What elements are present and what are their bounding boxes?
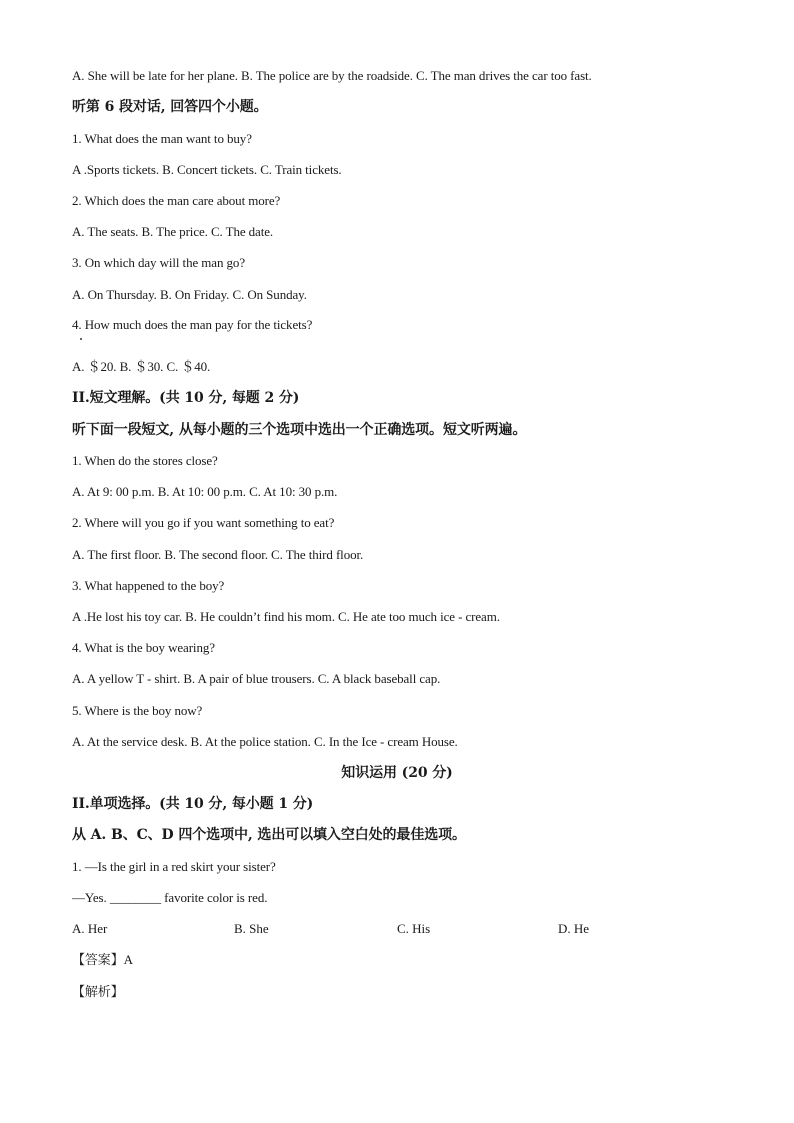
question-text: 1. —Is the girl in a red skirt your sister? <box>72 859 276 874</box>
answer-options: A. At the service desk. B. At the police station. C. In the Ice - cream House. <box>72 734 458 749</box>
option-a: A. Her <box>72 921 108 936</box>
question-text-blank: —Yes. ________ favorite color is red. <box>72 890 268 905</box>
option-b: B. She <box>234 921 269 936</box>
question-text: 2. Which does the man care about more? <box>72 193 281 208</box>
answer-options: A .He lost his toy car. B. He couldn’t find his mom. C. He ate too much ice - cream. <box>72 609 500 624</box>
answer-options: A. The first floor. B. The second floor. C. The third floor. <box>72 547 364 562</box>
question-text: 2. Where will you go if you want something to eat? <box>72 515 335 530</box>
question-text: 5. Where is the boy now? <box>72 703 203 718</box>
answer-label: 【答案】A <box>72 952 133 967</box>
answer-options: A. At 9: 00 p.m. B. At 10: 00 p.m. C. At 10: 30 p.m. <box>72 484 338 499</box>
section-heading-passage: II.短文理解。(共 10 分, 每题 2 分) <box>72 390 300 406</box>
section-instructions: 听下面一段短文, 从每小题的三个选项中选出一个正确选项。短文听两遍。 <box>72 422 527 438</box>
question-text: 4. What is the boy wearing? <box>72 640 215 655</box>
section-heading-single-choice: II.单项选择。(共 10 分, 每小题 1 分) <box>72 796 314 812</box>
option-d: D. He <box>558 921 590 936</box>
part-title: 知识运用 (20 分) <box>341 765 453 781</box>
answer-options: A. A yellow T - shirt. B. A pair of blue trousers. C. A black baseball cap. <box>72 671 441 686</box>
answer-options: A .Sports tickets. B. Concert tickets. C. Train tickets. <box>72 162 342 177</box>
explanation-label: 【解析】 <box>72 984 124 999</box>
answer-options: A. On Thursday. B. On Friday. C. On Sunday. <box>72 287 307 302</box>
option-c: C. His <box>397 921 431 936</box>
question-text: 1. When do the stores close? <box>72 453 218 468</box>
answer-options: A. ＄20. B. ＄30. C. ＄40. <box>72 359 211 374</box>
answer-options: A. The seats. B. The price. C. The date. <box>72 224 274 239</box>
question-text: 3. What happened to the boy? <box>72 578 225 593</box>
q5-options: A. She will be late for her plane. B. The police are by the roadside. C. The man drives the car too fast. <box>72 68 592 83</box>
section-instructions: 从 A. B、C、D 四个选项中, 选出可以填入空白处的最佳选项。 <box>72 827 466 843</box>
question-text: 4. How much does the man pay for the tickets? <box>72 317 313 332</box>
question-text: 3. On which day will the man go? <box>72 255 245 270</box>
section-heading-dialogue-6: 听第 6 段对话, 回答四个小题。 <box>72 99 268 115</box>
question-text: 1. What does the man want to buy? <box>72 131 252 146</box>
stray-dot <box>80 338 82 340</box>
